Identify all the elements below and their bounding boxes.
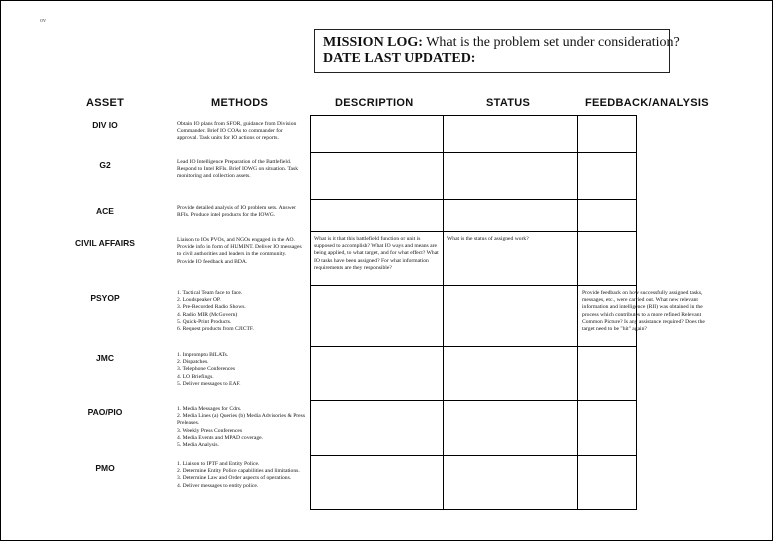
grid-divider bbox=[310, 285, 637, 286]
grid-divider bbox=[310, 346, 637, 347]
column-header-description: DESCRIPTION bbox=[335, 97, 414, 109]
method-line: 5. Media Analysis. bbox=[177, 442, 219, 449]
grid-divider bbox=[310, 152, 637, 153]
methods-div-io bbox=[177, 121, 305, 143]
method-line: 3. Telephone Conferences bbox=[177, 366, 236, 373]
method-line: 2. Dispatches. bbox=[177, 359, 209, 366]
asset-civil-affairs: CIVIL AFFAIRS bbox=[75, 238, 135, 248]
method-line: 2. Media Lines (a) Queries (b) Media Advisories & Press Preleases. bbox=[177, 413, 306, 427]
method-line: Obtain IO plans from SFOR, guidance from Division Commander. Brief IO COAs to commander for approval. Task units for IO actions or reports. bbox=[177, 121, 297, 142]
mission-log-label: MISSION LOG: bbox=[323, 35, 423, 50]
asset-pmo: PMO bbox=[95, 463, 115, 473]
column-header-feedback: FEEDBACK/ANALYSIS bbox=[585, 97, 709, 109]
method-line: 3. Pre-Recorded Radio Shows. bbox=[177, 304, 246, 311]
method-line: Lead IO Intelligence Preparation of the Battlefield. Respond to Intel RFIs. Brief IOWG on situation. Task monitoring and collection assets. bbox=[177, 159, 299, 180]
asset-ace: ACE bbox=[96, 206, 114, 216]
method-line: 6. Request products from CJICTF. bbox=[177, 326, 254, 333]
method-line: 3. Determine Law and Order aspects of operations. bbox=[177, 475, 292, 482]
asset-jmc: JMC bbox=[96, 353, 114, 363]
method-line: 4. Radio MIR (McGovern) bbox=[177, 311, 238, 318]
column-header-asset: ASSET bbox=[86, 97, 125, 109]
date-line bbox=[323, 51, 661, 67]
methods-jmc bbox=[177, 352, 305, 388]
grid-divider bbox=[310, 400, 637, 401]
grid-divider bbox=[310, 199, 637, 200]
grid-divider bbox=[310, 231, 637, 232]
method-line: 4. Deliver messages to entity police. bbox=[177, 482, 259, 489]
method-line: 4. LO Briefings. bbox=[177, 373, 214, 380]
description-guidance: What is it that this battlefield function or unit is supposed to accomplish? What IO ways and means are being applied, to what target, and for what effect? What IO tasks have been assigned? For what information requirements are they responsible? bbox=[314, 236, 439, 271]
date-last-updated-label: DATE LAST UPDATED: bbox=[323, 51, 476, 66]
method-line: 1. Liaison to IPTF and Entity Police. bbox=[177, 461, 260, 467]
grid-divider bbox=[577, 115, 578, 510]
asset-pao-pio: PAO/PIO bbox=[87, 407, 123, 417]
methods-psyop bbox=[177, 290, 305, 333]
methods-civil-affairs bbox=[177, 237, 305, 266]
title-box bbox=[314, 29, 680, 73]
method-line: Liaison to IOs PVOs, and NGOs engaged in the AO. Provide info in form of HUMINT. Deliver IO messages to civil authorities and leaders in the community. Provide IO feedback and BDA. bbox=[177, 237, 302, 265]
method-line: 3. Weekly Press Conferences bbox=[177, 427, 242, 434]
asset-div-io: DIV IO bbox=[92, 120, 118, 130]
feedback-guidance: Provide feedback on how successfully assigned tasks, messages, etc., were carried out. What new relevant information and intelligence (RII) was obtained in the process which contributes to a more refined Relevant Common Picture? Is any assistance required? Does the target need to be "hit" again? bbox=[582, 290, 705, 333]
asset-psyop: PSYOP bbox=[90, 293, 120, 303]
methods-g2 bbox=[177, 159, 305, 181]
corner-mark: ov bbox=[40, 18, 46, 24]
methods-ace bbox=[177, 205, 305, 219]
method-line: 5. Quick-Print Products. bbox=[177, 318, 232, 325]
grid-divider bbox=[443, 115, 444, 510]
method-line: 1. Impromptu BILATs. bbox=[177, 352, 229, 358]
status-guidance: What is the status of assigned work? bbox=[447, 236, 529, 242]
asset-g2: G2 bbox=[99, 160, 111, 170]
method-line: Provide detailed analysis of IO problem sets. Answer RFIs. Produce intel products for the IOWG. bbox=[177, 205, 296, 219]
methods-pao-pio bbox=[177, 406, 305, 449]
grid-divider bbox=[310, 455, 637, 456]
methods-pmo bbox=[177, 461, 305, 490]
method-line: 1. Media Messages for Cdrs. bbox=[177, 406, 242, 412]
method-line: 4. Media Events and MPAD coverage. bbox=[177, 434, 264, 441]
method-line: 2. Loudspeaker OP. bbox=[177, 297, 221, 304]
mission-log-line bbox=[323, 35, 680, 51]
mission-log-question: What is the problem set under consideration? bbox=[426, 35, 680, 50]
column-header-methods: METHODS bbox=[211, 97, 269, 109]
method-line: 5. Deliver messages to EAF. bbox=[177, 380, 241, 387]
method-line: 2. Determine Entity Police capabilities and limitations. bbox=[177, 468, 300, 475]
column-header-status: STATUS bbox=[486, 97, 531, 109]
method-line: 1. Tactical Team face to face. bbox=[177, 290, 243, 296]
